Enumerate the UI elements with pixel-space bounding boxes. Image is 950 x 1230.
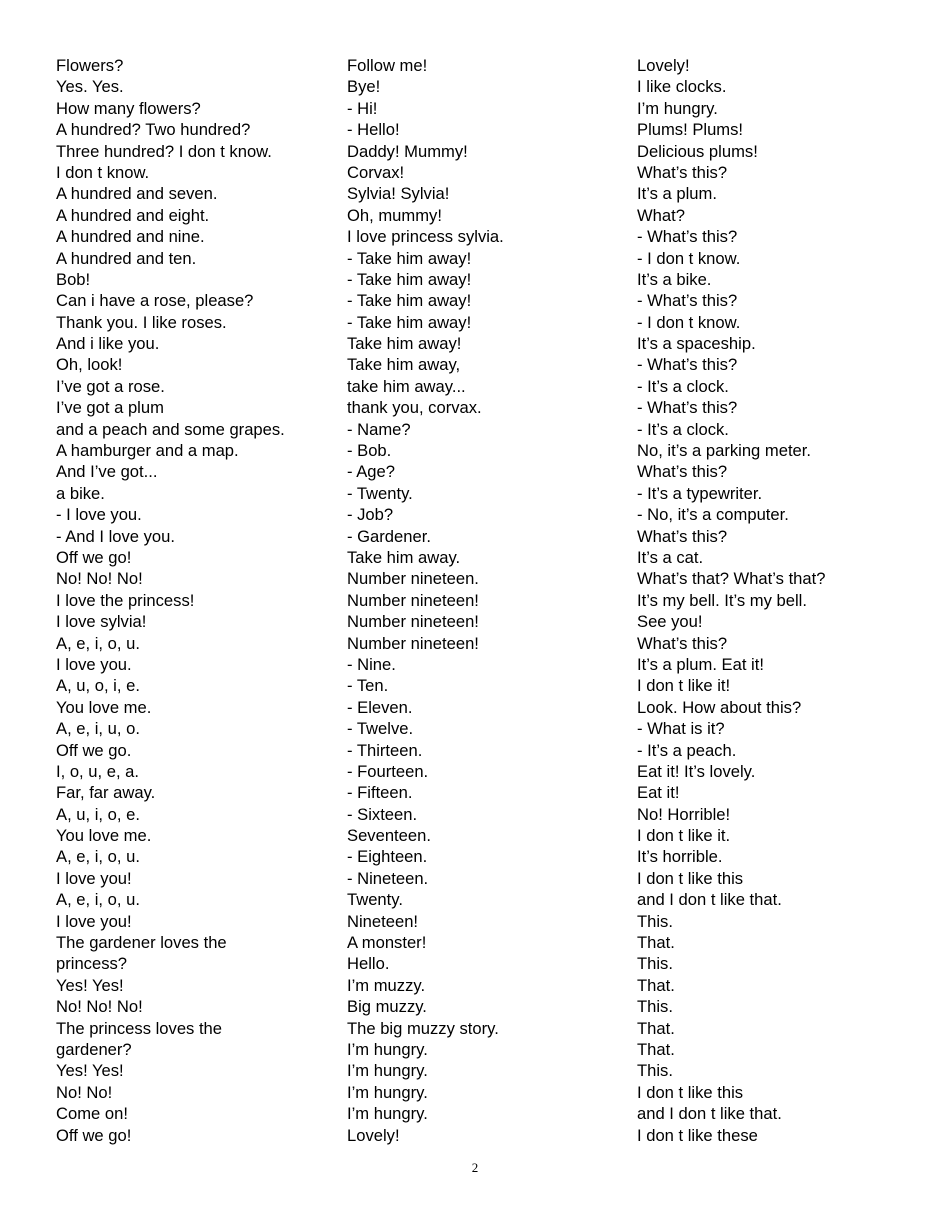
text-line: I don t like it! xyxy=(637,676,731,696)
text-line: - It’s a typewriter. xyxy=(637,483,763,503)
text-line: You love me. xyxy=(56,826,152,846)
text-line: - Age? xyxy=(347,462,395,482)
text-line: A hamburger and a map. xyxy=(56,441,239,461)
text-line: Come on! xyxy=(56,1104,128,1124)
text-line: See you! xyxy=(637,612,703,632)
text-line: - I love you. xyxy=(56,505,142,525)
text-line: Plums! Plums! xyxy=(637,120,744,140)
text-line: A, e, i, u, o. xyxy=(56,719,140,739)
text-line: - Eleven. xyxy=(347,697,413,717)
text-line: I don t like this xyxy=(637,868,744,888)
text-line: And I’ve got... xyxy=(56,462,158,482)
text-line: No, it’s a parking meter. xyxy=(637,441,812,461)
text-line: I like clocks. xyxy=(637,77,727,97)
text-line: Number nineteen! xyxy=(347,612,479,632)
text-line: The gardener loves the xyxy=(56,933,227,953)
text-line: - What’s this? xyxy=(637,227,738,247)
text-line: - Hello! xyxy=(347,120,400,140)
text-line: Delicious plums! xyxy=(637,141,758,161)
text-line: - And I love you. xyxy=(56,526,175,546)
page-number: 2 xyxy=(471,1160,479,1175)
text-line: What’s this? xyxy=(637,162,728,182)
text-line: A, e, i, o, u. xyxy=(56,633,140,653)
text-line: A monster! xyxy=(347,933,427,953)
text-line: Number nineteen! xyxy=(347,590,479,610)
text-line: - Fourteen. xyxy=(347,761,429,781)
text-column-3 xyxy=(637,55,825,1146)
text-line: Number nineteen! xyxy=(347,633,479,653)
text-line: I’m hungry. xyxy=(347,1061,428,1081)
text-line: - What is it? xyxy=(637,719,725,739)
text-line: Lovely! xyxy=(637,56,690,75)
text-line: A hundred? Two hundred? xyxy=(56,120,251,140)
text-line: Off we go! xyxy=(56,547,132,567)
text-line: Oh, look! xyxy=(56,355,123,375)
text-line: and I don t like that. xyxy=(637,1104,782,1124)
text-line: The princess loves the xyxy=(56,1018,223,1038)
text-line: - What’s this? xyxy=(637,355,738,375)
text-line: and a peach and some grapes. xyxy=(56,419,285,439)
text-line: - Take him away! xyxy=(347,312,472,332)
text-line: It’s horrible. xyxy=(637,847,723,867)
text-line: Far, far away. xyxy=(56,783,156,803)
text-line: A, u, i, o, e. xyxy=(56,804,140,824)
text-line: I love you! xyxy=(56,868,132,888)
text-line: I don t like this xyxy=(637,1082,744,1102)
text-line: I don t like it. xyxy=(637,826,731,846)
text-line: Thank you. I like roses. xyxy=(56,312,227,332)
text-line: It’s a bike. xyxy=(637,269,712,289)
text-line: I’m hungry. xyxy=(347,1039,428,1059)
text-line: Bob! xyxy=(56,269,91,289)
text-line: - Twenty. xyxy=(347,483,413,503)
text-line: - Take him away! xyxy=(347,291,472,311)
text-line: And i like you. xyxy=(56,334,160,354)
text-line: It’s a plum. Eat it! xyxy=(637,654,764,674)
text-line: - Twelve. xyxy=(347,719,414,739)
text-line: A, u, o, i, e. xyxy=(56,676,140,696)
text-line: A, e, i, o, u. xyxy=(56,890,140,910)
text-line: I, o, u, e, a. xyxy=(56,761,140,781)
text-line: a bike. xyxy=(56,483,105,503)
text-line: - Eighteen. xyxy=(347,847,428,867)
text-line: - No, it’s a computer. xyxy=(637,505,789,525)
text-line: I’m muzzy. xyxy=(347,975,426,995)
text-line: The big muzzy story. xyxy=(347,1018,499,1038)
text-column-1 xyxy=(56,55,285,1146)
text-line: princess? xyxy=(56,954,128,974)
text-line: and I don t like that. xyxy=(637,890,782,910)
text-line: It’s a spaceship. xyxy=(637,334,756,354)
text-line: take him away... xyxy=(347,376,466,396)
text-line: That. xyxy=(637,975,675,995)
text-line: Take him away. xyxy=(347,547,461,567)
text-line: This. xyxy=(637,954,673,974)
text-line: Three hundred? I don t know. xyxy=(56,141,272,161)
text-line: I’ve got a rose. xyxy=(56,376,165,396)
text-line: I’m hungry. xyxy=(347,1104,428,1124)
text-line: - Sixteen. xyxy=(347,804,418,824)
text-line: Seventeen. xyxy=(347,826,431,846)
text-line: - What’s this? xyxy=(637,398,738,418)
text-line: - Gardener. xyxy=(347,526,431,546)
text-line: A hundred and seven. xyxy=(56,184,218,204)
text-line: - Name? xyxy=(347,419,411,439)
text-line: - I don t know. xyxy=(637,312,741,332)
text-line: This. xyxy=(637,1061,673,1081)
text-line: What’s this? xyxy=(637,526,728,546)
text-line: - It’s a clock. xyxy=(637,419,729,439)
text-line: Hello. xyxy=(347,954,390,974)
text-line: This. xyxy=(637,997,673,1017)
text-line: - Bob. xyxy=(347,441,392,461)
text-line: Number nineteen. xyxy=(347,569,479,589)
text-line: A, e, i, o, u. xyxy=(56,847,140,867)
text-line: Twenty. xyxy=(347,890,403,910)
text-line: - It’s a clock. xyxy=(637,376,729,396)
text-line: It’s a cat. xyxy=(637,547,704,567)
text-line: That. xyxy=(637,1039,675,1059)
text-line: - Nine. xyxy=(347,654,396,674)
text-line: - It’s a peach. xyxy=(637,740,737,760)
text-line: This. xyxy=(637,911,673,931)
text-line: It’s my bell. It’s my bell. xyxy=(637,590,807,610)
text-line: Off we go. xyxy=(56,740,132,760)
text-line: Bye! xyxy=(347,77,381,97)
text-line: I don t know. xyxy=(56,162,150,182)
text-line: Look. How about this? xyxy=(637,697,802,717)
text-line: What’s this? xyxy=(637,462,728,482)
text-line: No! No! No! xyxy=(56,569,143,589)
text-line: Eat it! It’s lovely. xyxy=(637,761,756,781)
text-line: A hundred and eight. xyxy=(56,205,210,225)
text-line: gardener? xyxy=(56,1039,132,1059)
text-line: A hundred and nine. xyxy=(56,227,205,247)
text-line: You love me. xyxy=(56,697,152,717)
text-line: - Take him away! xyxy=(347,248,472,268)
text-line: No! No! No! xyxy=(56,997,143,1017)
text-line: No! No! xyxy=(56,1082,113,1102)
text-line: Lovely! xyxy=(347,1125,400,1145)
text-line: - What’s this? xyxy=(637,291,738,311)
text-line: That. xyxy=(637,1018,675,1038)
text-line: - Nineteen. xyxy=(347,868,429,888)
text-line: Off we go! xyxy=(56,1125,132,1145)
text-line: Yes! Yes! xyxy=(56,975,124,995)
text-line: Corvax! xyxy=(347,162,405,182)
text-line: I don t like these xyxy=(637,1125,758,1145)
text-line: - Ten. xyxy=(347,676,389,696)
text-column-2 xyxy=(347,55,504,1146)
text-line: That. xyxy=(637,933,675,953)
text-line: Big muzzy. xyxy=(347,997,427,1017)
text-line: I’m hungry. xyxy=(637,98,718,118)
text-line: Flowers? xyxy=(56,56,124,75)
text-line: I’ve got a plum xyxy=(56,398,164,418)
text-line: Take him away! xyxy=(347,334,462,354)
text-line: Nineteen! xyxy=(347,911,419,931)
text-line: No! Horrible! xyxy=(637,804,731,824)
text-line: Sylvia! Sylvia! xyxy=(347,184,450,204)
text-line: It’s a plum. xyxy=(637,184,717,204)
text-line: - Job? xyxy=(347,505,394,525)
text-line: I’m hungry. xyxy=(347,1082,428,1102)
text-line: Can i have a rose, please? xyxy=(56,291,254,311)
text-line: Eat it! xyxy=(637,783,680,803)
text-line: Yes. Yes. xyxy=(56,77,124,97)
text-line: Oh, mummy! xyxy=(347,205,442,225)
text-line: thank you, corvax. xyxy=(347,398,482,418)
text-line: Yes! Yes! xyxy=(56,1061,124,1081)
text-line: - I don t know. xyxy=(637,248,741,268)
text-line: What’s that? What’s that? xyxy=(637,569,826,589)
text-line: - Fifteen. xyxy=(347,783,413,803)
text-line: I love the princess! xyxy=(56,590,195,610)
text-line: - Hi! xyxy=(347,98,378,118)
text-line: - Thirteen. xyxy=(347,740,423,760)
text-line: Take him away, xyxy=(347,355,461,375)
text-line: Daddy! Mummy! xyxy=(347,141,468,161)
text-line: Follow me! xyxy=(347,56,428,75)
text-line: I love sylvia! xyxy=(56,612,147,632)
text-line: How many flowers? xyxy=(56,98,201,118)
text-line: I love princess sylvia. xyxy=(347,227,504,247)
text-line: I love you. xyxy=(56,654,132,674)
text-line: What’s this? xyxy=(637,633,728,653)
text-line: - Take him away! xyxy=(347,269,472,289)
text-line: I love you! xyxy=(56,911,132,931)
text-line: What? xyxy=(637,205,685,225)
text-line: A hundred and ten. xyxy=(56,248,197,268)
